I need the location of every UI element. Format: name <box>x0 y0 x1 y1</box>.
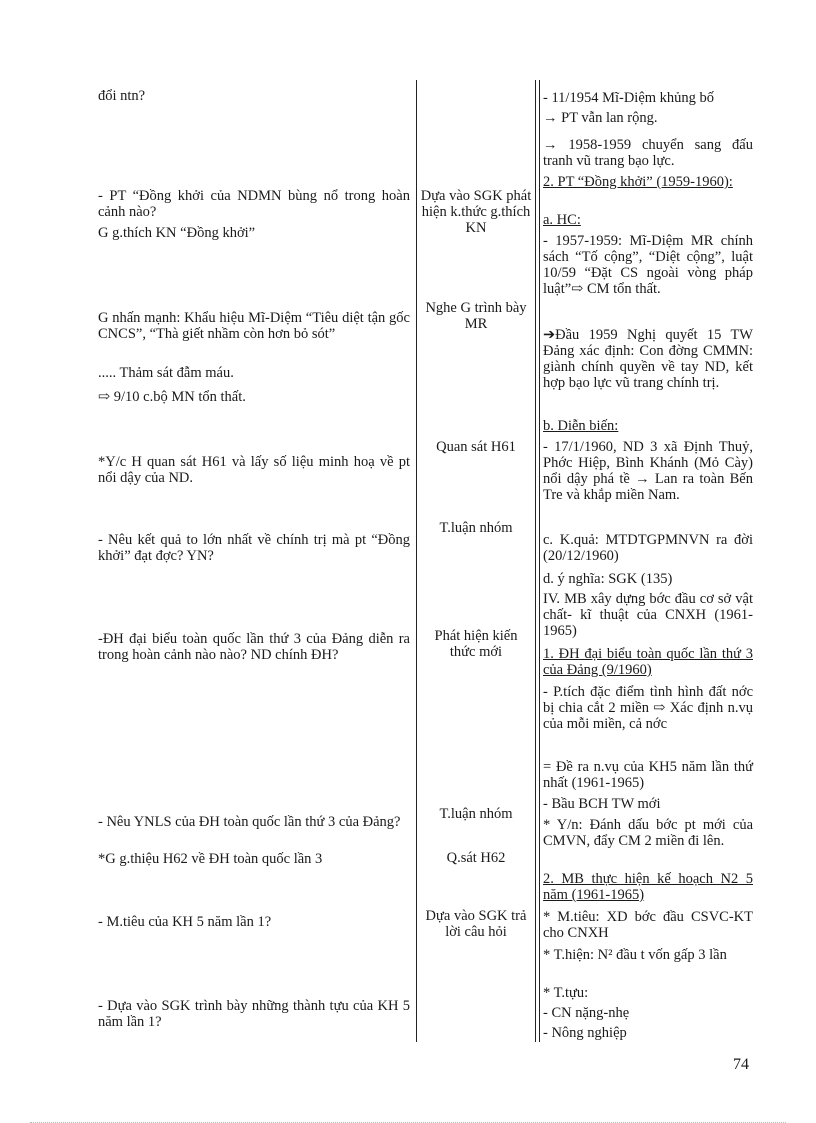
section-heading: 2. PT “Đồng khởi” (1959-1960): <box>543 174 733 190</box>
content-line: * M.tiêu: XD bớc đầu CSVC-KT cho CNXH <box>543 909 753 941</box>
teacher-question: đổi ntn? <box>98 88 146 104</box>
subsection-heading: a. HC: <box>543 212 581 228</box>
column-divider-left <box>416 80 417 1042</box>
teacher-question: - Nêu kết quả to lớn nhất về chính trị mà pt “Đồng khởi” đạt đợc? YN? <box>98 532 410 564</box>
teacher-question: - PT “Đồng khởi của NDMN bùng nổ trong hoàn cảnh nào? <box>98 188 410 220</box>
subsection-heading: b. Diễn biến: <box>543 418 619 434</box>
teacher-question: -ĐH đại biểu toàn quốc lần thứ 3 của Đảng diễn ra trong hoàn cảnh nào nào? ND chính ĐH? <box>98 631 410 663</box>
content-line: → 1958-1959 chuyển sang đấu tranh vũ trang bạo lực. <box>543 137 753 169</box>
student-activity: Nghe G trình bày MR <box>425 300 527 332</box>
content-line: - 11/1954 Mĩ-Diệm khủng bố <box>543 90 715 106</box>
teacher-note: *G g.thiệu H62 về ĐH toàn quốc lần 3 <box>98 851 323 867</box>
student-activity: Q.sát H62 <box>446 850 506 866</box>
content-line: = Đề ra n.vụ của KH5 năm lần thứ nhất (1961-1965) <box>543 759 753 791</box>
teacher-question: - M.tiêu của KH 5 năm lần 1? <box>98 914 272 930</box>
content-line: - Nông nghiệp <box>543 1025 627 1041</box>
teacher-note: ..... Thảm sát đẫm máu. <box>98 365 234 381</box>
teacher-question: *Y/c H quan sát H61 và lấy số liệu minh hoạ về pt nổi dậy của ND. <box>98 454 410 486</box>
content-line: c. K.quả: MTDTGPMNVN ra đời (20/12/1960) <box>543 532 753 564</box>
student-activity: Dựa vào SGK trả lời câu hỏi <box>425 908 527 940</box>
page-number: 74 <box>733 1056 749 1073</box>
content-line: d. ý nghĩa: SGK (135) <box>543 571 673 587</box>
content-line: * T.hiện: N² đầu t vốn gấp 3 lần <box>543 947 727 963</box>
section-heading: IV. MB xây dựng bớc đầu cơ sở vật chất- kĩ thuật của CNXH (1961-1965) <box>543 591 753 639</box>
content-line: * T.tựu: <box>543 985 589 1001</box>
content-line: ➔Đầu 1959 Nghị quyết 15 TW Đảng xác định: Con đờng CMMN: giành chính quyền về tay ND, kết hợp bạo lực vũ trang chính trị. <box>543 327 753 391</box>
column-divider-right-a <box>535 80 536 1042</box>
teacher-note: G nhấn mạnh: Khẩu hiệu Mĩ-Diệm “Tiêu diệt tận gốc CNCS”, “Thà giết nhầm còn hơn bỏ sót” <box>98 310 410 342</box>
student-activity: T.luận nhóm <box>439 520 513 536</box>
student-activity: T.luận nhóm <box>439 806 513 822</box>
teacher-question: - Nêu YNLS của ĐH toàn quốc lần thứ 3 của Đảng? <box>98 814 401 830</box>
teacher-note: ⇨ 9/10 c.bộ MN tổn thất. <box>98 389 246 405</box>
content-line: - CN nặng-nhẹ <box>543 1005 630 1021</box>
student-activity: Phát hiện kiến thức mới <box>434 628 518 660</box>
content-line: - 1957-1959: Mĩ-Diệm MR chính sách “Tố cộng”, “Diệt cộng”, luật 10/59 “Đặt CS ngoài vòng pháp luật”⇨ CM tổn thất. <box>543 233 753 297</box>
column-divider-right-b <box>539 80 540 1042</box>
content-line: - P.tích đặc điểm tình hình đất nớc bị chia cắt 2 miền ⇨ Xác định n.vụ của mỗi miền, cả nớc <box>543 684 753 732</box>
student-activity: Quan sát H61 <box>436 439 516 455</box>
section-heading: 1. ĐH đại biểu toàn quốc lần thứ 3 của Đảng (9/1960) <box>543 646 753 678</box>
content-line: - 17/1/1960, ND 3 xã Định Thuỷ, Phớc Hiệp, Bình Khánh (Mỏ Cày) nổi dậy phá tề → Lan ra toàn Bến Tre và khắp miền Nam. <box>543 439 753 503</box>
content-line: * Y/n: Đánh dấu bớc pt mới của CMVN, đẩy CM 2 miền đi lên. <box>543 817 753 849</box>
teacher-note: G g.thích KN “Đồng khởi” <box>98 225 256 241</box>
teacher-question: - Dựa vào SGK trình bày những thành tựu của KH 5 năm lần 1? <box>98 998 410 1030</box>
content-line: - Bầu BCH TW mới <box>543 796 661 812</box>
content-line: → PT vẫn lan rộng. <box>543 110 658 126</box>
section-heading: 2. MB thực hiện kế hoạch N2 5 năm (1961-1965) <box>543 871 753 903</box>
student-activity: Dựa vào SGK phát hiện k.thức g.thích KN <box>420 188 532 236</box>
